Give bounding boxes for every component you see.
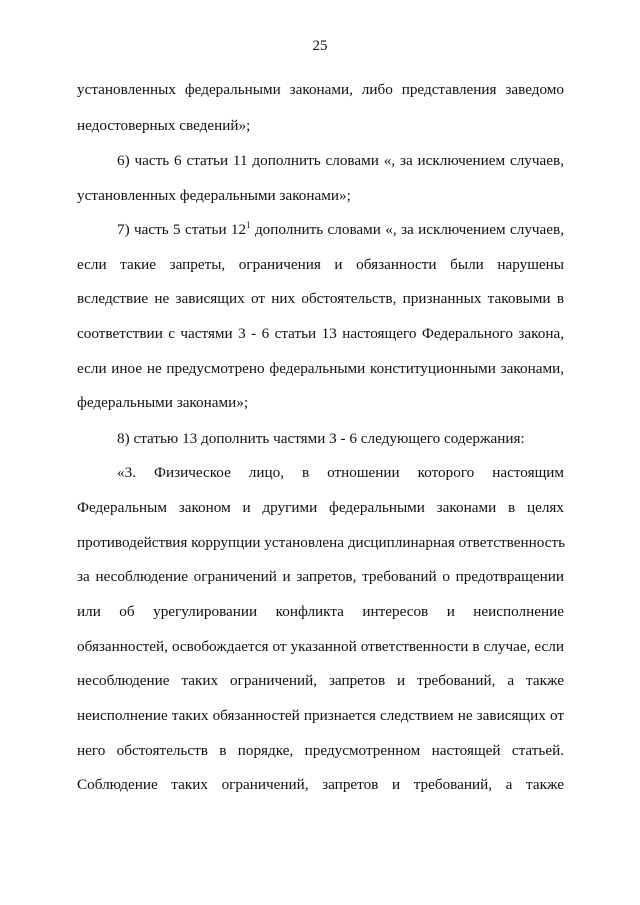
text-line: обязанностей, освобождается от указанной ответственности в случае, если	[77, 638, 564, 655]
text-line: установленных федеральными законами»;	[77, 187, 351, 204]
text-line: федеральными законами»;	[77, 394, 249, 411]
text-line: соответствии с частями 3 - 6 статьи 13 настоящего Федерального закона,	[77, 325, 564, 342]
text-line: или об урегулировании конфликта интересов и неисполнение	[77, 603, 564, 620]
text-line: 6) часть 6 статьи 11 дополнить словами «, за исключением случаев,	[117, 152, 564, 169]
superscript: 1	[246, 220, 251, 230]
text-fragment: 7) часть 5 статьи 12	[117, 221, 247, 238]
text-line: него обстоятельств в порядке, предусмотренном настоящей статьей.	[77, 742, 564, 759]
text-line: несоблюдение таких ограничений, запретов и требований, а также	[77, 672, 564, 689]
text-line: если иное не предусмотрено федеральными конституционными законами,	[77, 360, 564, 377]
text-line: 8) статью 13 дополнить частями 3 - 6 следующего содержания:	[117, 430, 525, 447]
text-line: противодействия коррупции установлена дисциплинарная ответственность	[77, 534, 566, 551]
page-number: 25	[312, 38, 328, 54]
text-line: за несоблюдение ограничений и запретов, требований о предотвращении	[77, 568, 564, 585]
text-fragment: дополнить словами «, за исключением случаев,	[250, 221, 564, 238]
text-line: установленных федеральными законами, либо представления заведомо	[77, 81, 564, 98]
text-line: «3. Физическое лицо, в отношении которого настоящим	[117, 464, 564, 481]
text-line: Федеральным законом и другими федеральными законами в целях	[77, 499, 564, 516]
text-line: недостоверных сведений»;	[77, 117, 251, 134]
text-line	[117, 220, 564, 240]
text-line: вследствие не зависящих от них обстоятельств, признанных таковыми в	[77, 290, 564, 307]
text-line: Соблюдение таких ограничений, запретов и требований, а также	[77, 776, 564, 793]
text-line: если такие запреты, ограничения и обязанности были нарушены	[77, 256, 564, 273]
text-line: неисполнение таких обязанностей признается следствием не зависящих от	[77, 707, 564, 724]
